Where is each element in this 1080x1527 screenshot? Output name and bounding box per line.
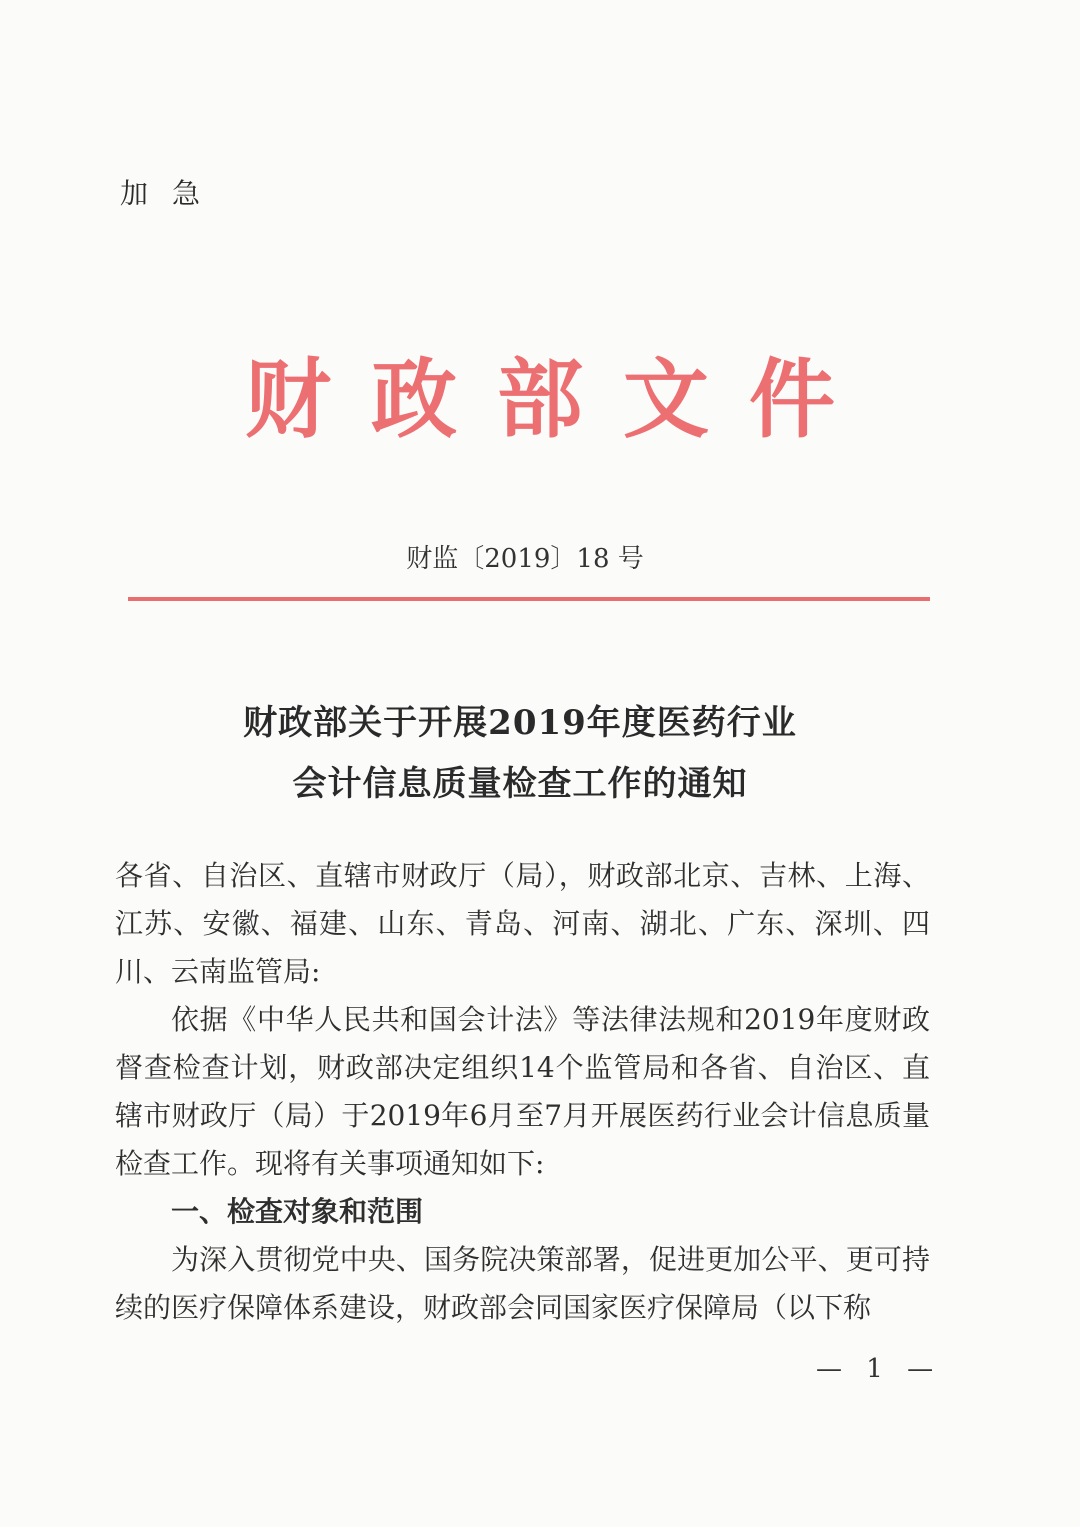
body-paragraph-1: 依据《中华人民共和国会计法》等法律法规和2019年度财政督查检查计划，财政部决定组织14个监管局和各省、自治区、直辖市财政厅（局）于2019年6月至7月开展医药行业会计信息质量检查工作。现将有关事项通知如下: (115, 1003, 930, 1180)
red-separator-line (128, 597, 930, 601)
urgency-mark: 加急 (120, 177, 225, 210)
document-masthead: 财政部文件 (245, 349, 875, 450)
addressee-paragraph: 各省、自治区、直辖市财政厅（局），财政部北京、吉林、上海、江苏、安徽、福建、山东、青岛、河南、湖北、广东、深圳、四川、云南监管局: (115, 859, 930, 988)
document-title-line-2: 会计信息质量检查工作的通知 (292, 764, 748, 804)
section-heading-1: 一、检查对象和范围 (171, 1195, 424, 1228)
body-paragraph-2: 为深入贯彻党中央、国务院决策部署，促进更加公平、更可持续的医疗保障体系建设，财政部会同国家医疗保障局（以下称 (115, 1243, 930, 1324)
page-number: — 1 — (816, 1354, 942, 1384)
document-body (115, 852, 930, 1332)
document-number: 财监〔2019〕18 号 (406, 544, 644, 574)
document-title-line-1: 财政部关于开展2019年度医药行业 (243, 703, 797, 743)
